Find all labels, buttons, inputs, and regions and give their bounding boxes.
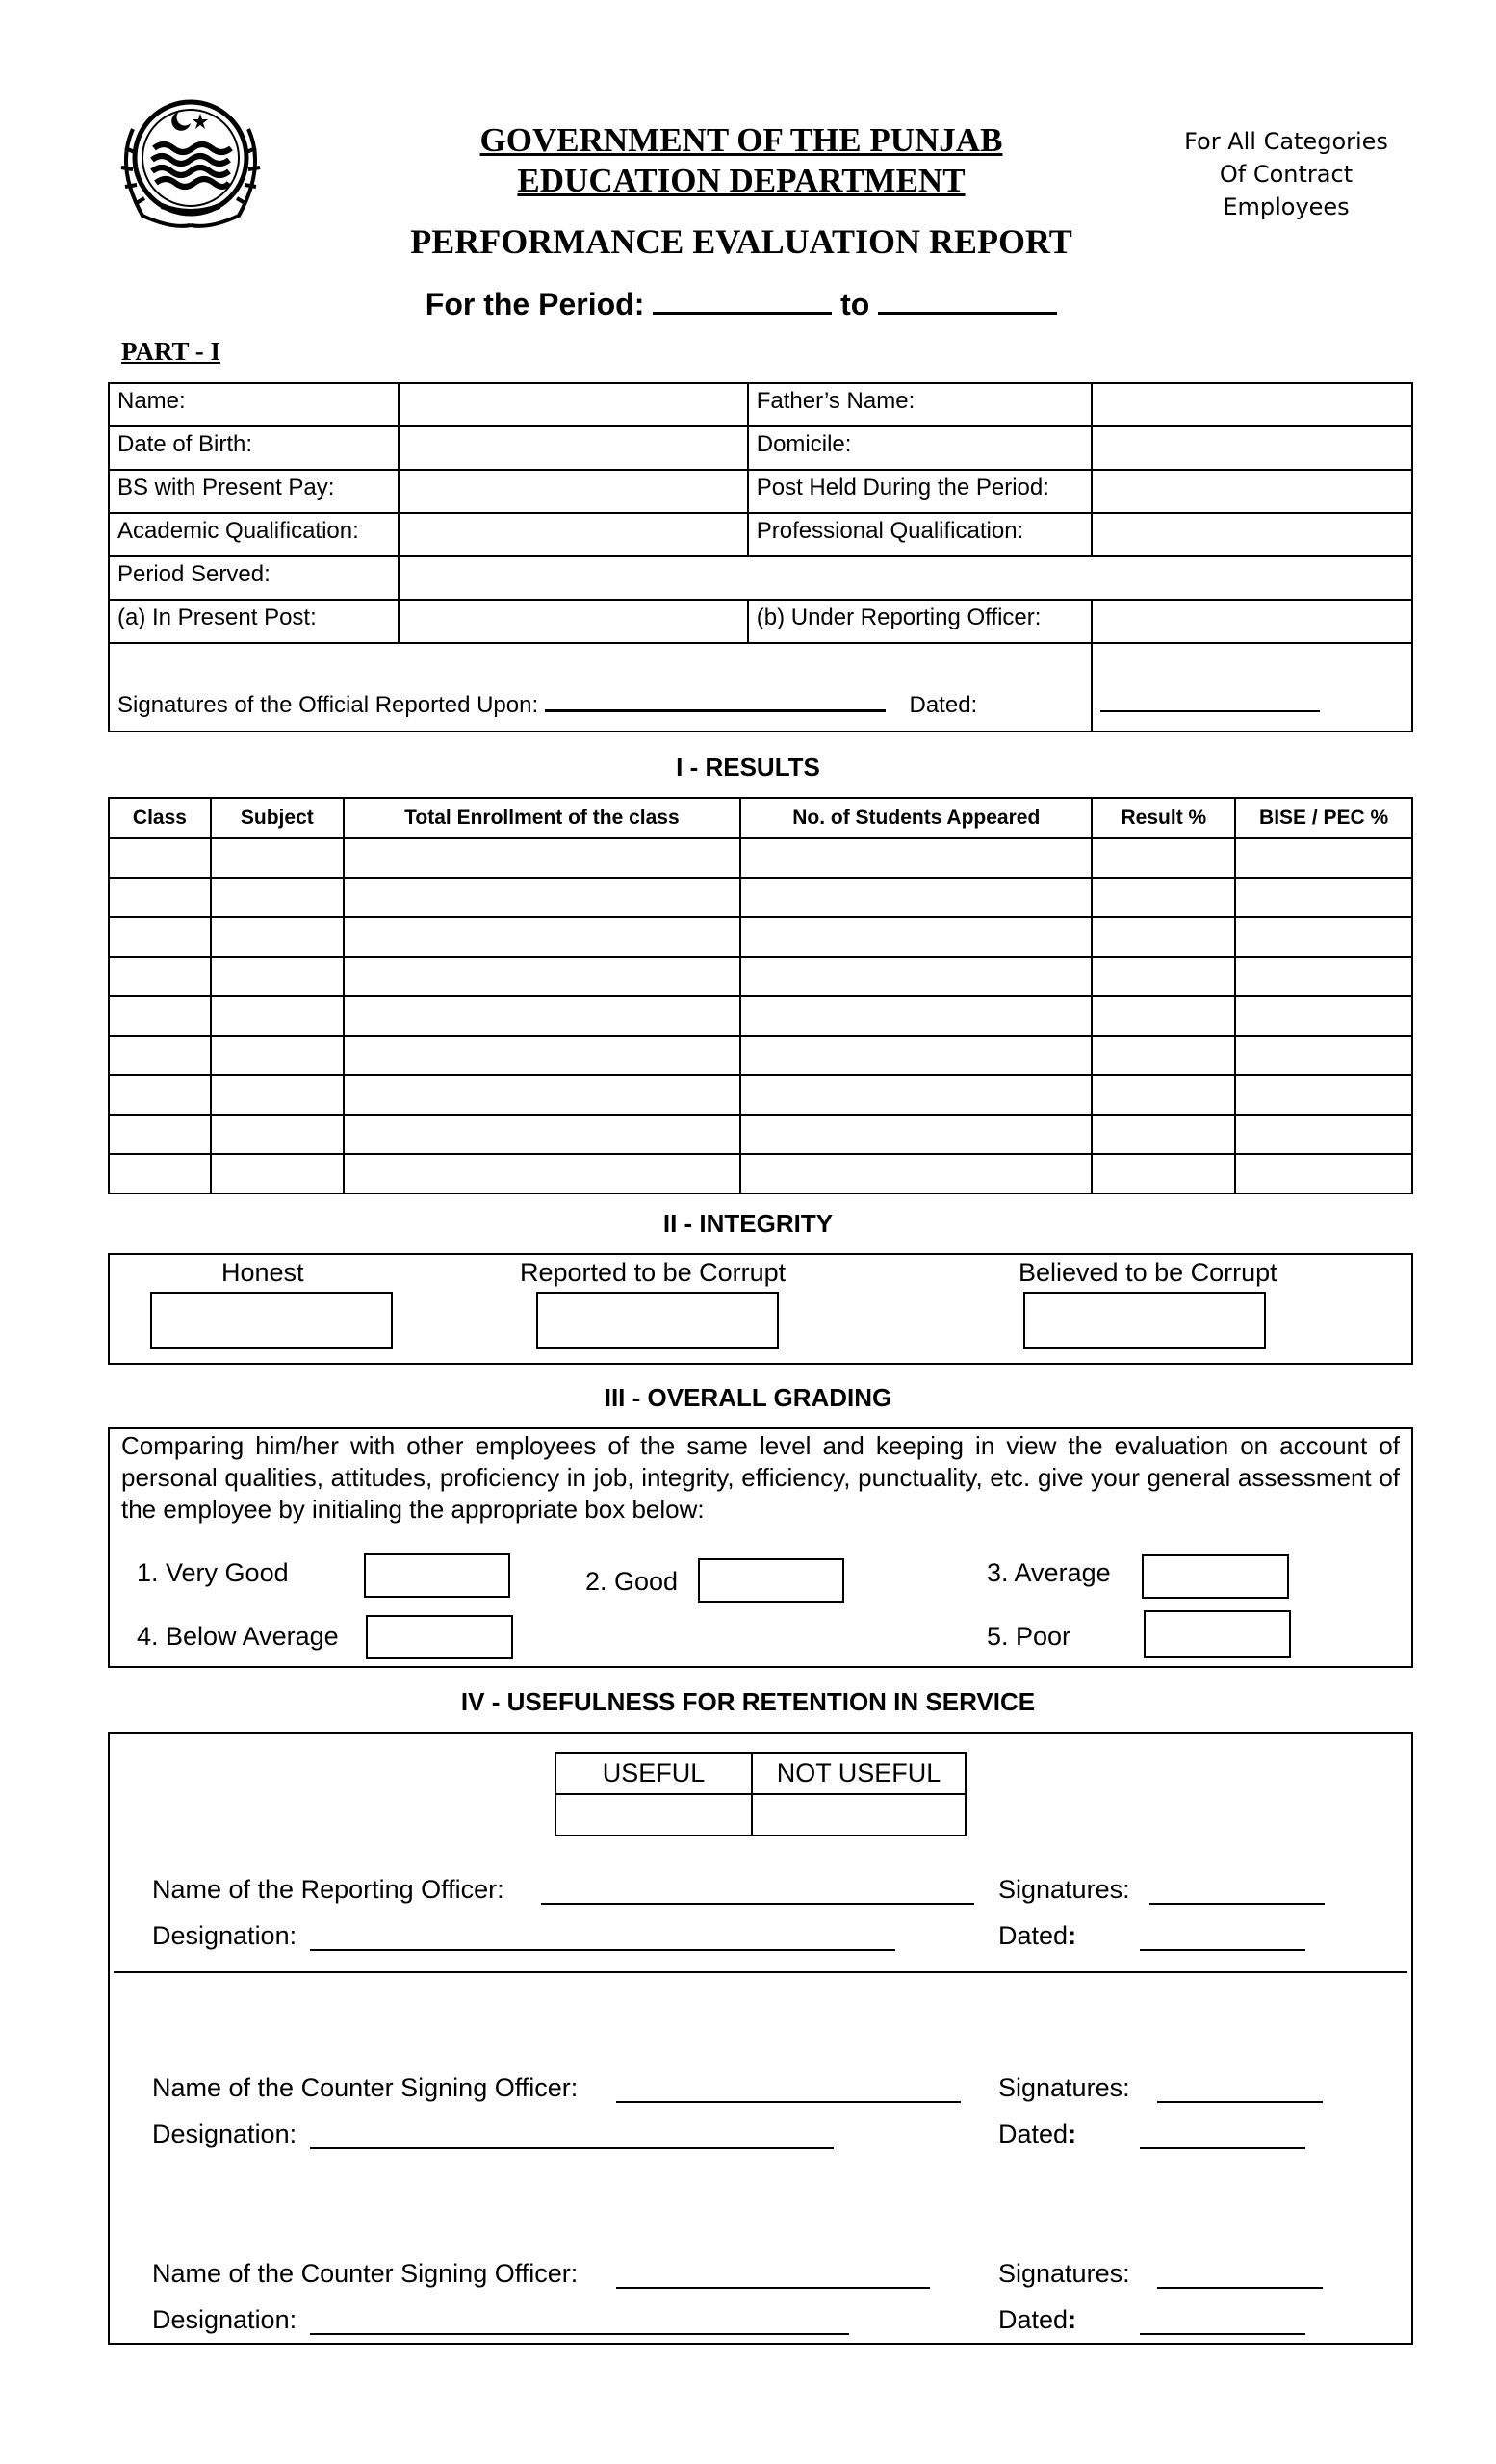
good-checkbox[interactable] bbox=[698, 1558, 844, 1603]
result-cell[interactable] bbox=[740, 1075, 1092, 1115]
result-cell[interactable] bbox=[1235, 1075, 1412, 1115]
period-to-field[interactable] bbox=[878, 285, 1057, 315]
post-held-label: Post Held During the Period: bbox=[748, 470, 1092, 513]
report-title: PERFORMANCE EVALUATION REPORT bbox=[410, 222, 1072, 261]
result-cell[interactable] bbox=[740, 1036, 1092, 1075]
result-cell[interactable] bbox=[1092, 1075, 1235, 1115]
result-cell[interactable] bbox=[211, 1154, 344, 1194]
dated-colon: : bbox=[1068, 2119, 1077, 2148]
believed-corrupt-label: Believed to be Corrupt bbox=[1019, 1258, 1277, 1287]
counter-2-designation-label: Designation: bbox=[152, 2305, 297, 2334]
counter-2-signatures-label: Signatures: bbox=[998, 2259, 1130, 2288]
table-row bbox=[109, 1115, 1412, 1154]
period-served-field[interactable] bbox=[399, 556, 1412, 600]
results-heading: I - RESULTS bbox=[676, 753, 820, 782]
col-subject: Subject bbox=[211, 798, 344, 838]
counter-1-designation-field[interactable] bbox=[310, 2147, 834, 2149]
result-cell[interactable] bbox=[109, 917, 211, 957]
counter-2-designation-field[interactable] bbox=[310, 2333, 849, 2335]
government-title: GOVERNMENT OF THE PUNJAB bbox=[479, 121, 1003, 159]
professional-field[interactable] bbox=[1092, 513, 1412, 556]
under-officer-label: (b) Under Reporting Officer: bbox=[748, 600, 1092, 643]
dated-text: Dated bbox=[998, 2119, 1069, 2148]
note-line: Of Contract bbox=[1219, 161, 1354, 188]
table-row bbox=[109, 996, 1412, 1036]
present-post-field[interactable] bbox=[399, 600, 748, 643]
section-divider bbox=[114, 1971, 1407, 1973]
col-appeared: No. of Students Appeared bbox=[740, 798, 1092, 838]
result-cell[interactable] bbox=[109, 878, 211, 917]
very-good-label: 1. Very Good bbox=[137, 1558, 289, 1587]
dob-label: Date of Birth: bbox=[109, 426, 399, 470]
reporting-designation-label: Designation: bbox=[152, 1921, 297, 1950]
dated-colon: : bbox=[1068, 1921, 1077, 1950]
reporting-dated-field[interactable] bbox=[1140, 1949, 1305, 1951]
result-cell[interactable] bbox=[1092, 1154, 1235, 1194]
punjab-government-emblem-icon bbox=[104, 90, 277, 237]
useful-header: USEFUL bbox=[555, 1753, 752, 1794]
academic-label: Academic Qualification: bbox=[109, 513, 399, 556]
period-label: For the Period: bbox=[425, 287, 645, 321]
result-cell[interactable] bbox=[211, 1075, 344, 1115]
counter-1-signatures-label: Signatures: bbox=[998, 2073, 1130, 2102]
usefulness-table bbox=[555, 1752, 967, 1836]
result-cell[interactable] bbox=[344, 878, 740, 917]
result-cell[interactable] bbox=[1235, 878, 1412, 917]
period-from-field[interactable] bbox=[653, 285, 832, 315]
result-cell[interactable] bbox=[740, 838, 1092, 878]
result-cell[interactable] bbox=[1235, 917, 1412, 957]
result-cell[interactable] bbox=[1092, 1036, 1235, 1075]
bs-pay-field[interactable] bbox=[399, 470, 748, 513]
counter-officer-1-field[interactable] bbox=[616, 2101, 961, 2103]
domicile-label: Domicile: bbox=[748, 426, 1092, 470]
grading-instructions: Comparing him/her with other employees of the same level and keeping in view the evaluation on account of personal qualities, attitudes, proficiency in job, integrity, efficiency, punctuality, etc. give your general assessment of the employee by initialing the appropriate box below: bbox=[121, 1431, 1400, 1524]
result-cell[interactable] bbox=[211, 996, 344, 1036]
honest-checkbox[interactable] bbox=[150, 1292, 393, 1349]
average-checkbox[interactable] bbox=[1142, 1554, 1289, 1599]
table-row bbox=[109, 1036, 1412, 1075]
reported-corrupt-checkbox[interactable] bbox=[536, 1292, 779, 1349]
grading-heading: III - OVERALL GRADING bbox=[604, 1383, 892, 1412]
counter-officer-1-label: Name of the Counter Signing Officer: bbox=[152, 2073, 579, 2102]
present-post-label: (a) In Present Post: bbox=[109, 600, 399, 643]
result-cell[interactable] bbox=[211, 878, 344, 917]
counter-2-dated-label bbox=[998, 2305, 1076, 2335]
official-signature-row bbox=[109, 643, 1092, 732]
result-cell[interactable] bbox=[1235, 1036, 1412, 1075]
note-line: For All Categories bbox=[1184, 128, 1388, 155]
result-cell[interactable] bbox=[211, 838, 344, 878]
result-cell[interactable] bbox=[344, 1036, 740, 1075]
result-cell[interactable] bbox=[740, 996, 1092, 1036]
result-cell[interactable] bbox=[1092, 917, 1235, 957]
result-cell[interactable] bbox=[211, 1115, 344, 1154]
counter-1-dated-field[interactable] bbox=[1140, 2147, 1305, 2149]
result-cell[interactable] bbox=[211, 917, 344, 957]
result-cell[interactable] bbox=[740, 878, 1092, 917]
result-cell[interactable] bbox=[740, 1154, 1092, 1194]
table-row bbox=[109, 1154, 1412, 1194]
useful-cell[interactable] bbox=[555, 1794, 752, 1835]
table-row bbox=[109, 957, 1412, 996]
result-cell[interactable] bbox=[344, 957, 740, 996]
result-cell[interactable] bbox=[1092, 878, 1235, 917]
table-row bbox=[109, 917, 1412, 957]
result-cell[interactable] bbox=[109, 1115, 211, 1154]
counter-2-signatures-field[interactable] bbox=[1157, 2287, 1323, 2289]
reporting-officer-label: Name of the Reporting Officer: bbox=[152, 1875, 504, 1904]
counter-1-signatures-field[interactable] bbox=[1157, 2101, 1323, 2103]
result-cell[interactable] bbox=[344, 838, 740, 878]
good-label: 2. Good bbox=[585, 1567, 679, 1596]
result-cell[interactable] bbox=[211, 1036, 344, 1075]
below-average-checkbox[interactable] bbox=[366, 1615, 513, 1659]
dated-text: Dated bbox=[998, 2305, 1069, 2334]
dob-field[interactable] bbox=[399, 426, 748, 470]
result-cell[interactable] bbox=[211, 957, 344, 996]
fathers-name-field[interactable] bbox=[1092, 383, 1412, 426]
official-dated-field[interactable] bbox=[1100, 693, 1320, 712]
poor-checkbox[interactable] bbox=[1144, 1610, 1291, 1658]
result-cell[interactable] bbox=[1235, 957, 1412, 996]
name-field[interactable] bbox=[399, 383, 748, 426]
result-cell[interactable] bbox=[1235, 838, 1412, 878]
counter-officer-2-field[interactable] bbox=[616, 2287, 930, 2289]
col-bise-pec: BISE / PEC % bbox=[1235, 798, 1412, 838]
fathers-name-label: Father’s Name: bbox=[748, 383, 1092, 426]
result-cell[interactable] bbox=[740, 1115, 1092, 1154]
bs-pay-label: BS with Present Pay: bbox=[109, 470, 399, 513]
professional-label: Professional Qualification: bbox=[748, 513, 1092, 556]
under-officer-field[interactable] bbox=[1092, 600, 1412, 643]
reporting-signatures-label: Signatures: bbox=[998, 1875, 1130, 1904]
table-row bbox=[109, 1075, 1412, 1115]
dated-text: Dated bbox=[998, 1921, 1069, 1950]
period-line bbox=[366, 285, 1117, 322]
below-average-label: 4. Below Average bbox=[137, 1622, 339, 1651]
very-good-checkbox[interactable] bbox=[364, 1553, 510, 1598]
result-cell[interactable] bbox=[109, 996, 211, 1036]
official-signature-label: Signatures of the Official Reported Upon: bbox=[117, 692, 539, 718]
official-dated-label: Dated: bbox=[909, 692, 978, 718]
believed-corrupt-checkbox[interactable] bbox=[1023, 1292, 1266, 1349]
category-note bbox=[1151, 125, 1421, 223]
col-enrollment: Total Enrollment of the class bbox=[344, 798, 740, 838]
average-label: 3. Average bbox=[987, 1558, 1111, 1587]
official-dated-cell bbox=[1092, 643, 1412, 732]
dated-colon: : bbox=[1068, 2305, 1077, 2334]
department-title: EDUCATION DEPARTMENT bbox=[517, 162, 966, 199]
result-cell[interactable] bbox=[740, 957, 1092, 996]
counter-1-designation-label: Designation: bbox=[152, 2119, 297, 2148]
usefulness-heading: IV - USEFULNESS FOR RETENTION IN SERVICE bbox=[460, 1687, 1036, 1716]
results-table bbox=[108, 797, 1413, 1194]
result-cell[interactable] bbox=[1092, 957, 1235, 996]
counter-2-dated-field[interactable] bbox=[1140, 2333, 1305, 2335]
result-cell[interactable] bbox=[344, 1154, 740, 1194]
result-cell[interactable] bbox=[740, 917, 1092, 957]
period-to-label: to bbox=[840, 287, 870, 321]
result-cell[interactable] bbox=[1092, 1115, 1235, 1154]
personal-info-table bbox=[108, 382, 1413, 732]
note-line: Employees bbox=[1223, 193, 1350, 220]
result-cell[interactable] bbox=[1092, 838, 1235, 878]
result-cell[interactable] bbox=[1235, 996, 1412, 1036]
result-cell[interactable] bbox=[109, 957, 211, 996]
reported-corrupt-label: Reported to be Corrupt bbox=[520, 1258, 787, 1287]
col-result: Result % bbox=[1092, 798, 1235, 838]
part-one-label: PART - I bbox=[121, 337, 221, 366]
result-cell[interactable] bbox=[344, 1115, 740, 1154]
result-cell[interactable] bbox=[109, 1036, 211, 1075]
table-row bbox=[109, 878, 1412, 917]
reporting-designation-field[interactable] bbox=[310, 1949, 895, 1951]
result-cell[interactable] bbox=[1235, 1154, 1412, 1194]
table-row bbox=[109, 838, 1412, 878]
result-cell[interactable] bbox=[109, 1075, 211, 1115]
reporting-officer-field[interactable] bbox=[541, 1903, 974, 1905]
period-served-label: Period Served: bbox=[109, 556, 399, 600]
domicile-field[interactable] bbox=[1092, 426, 1412, 470]
official-signature-field[interactable] bbox=[545, 692, 886, 712]
result-cell[interactable] bbox=[1235, 1115, 1412, 1154]
col-class: Class bbox=[109, 798, 211, 838]
not-useful-cell[interactable] bbox=[752, 1794, 966, 1835]
result-cell[interactable] bbox=[109, 838, 211, 878]
academic-field[interactable] bbox=[399, 513, 748, 556]
counter-1-dated-label bbox=[998, 2119, 1076, 2149]
integrity-heading: II - INTEGRITY bbox=[662, 1209, 834, 1238]
honest-label: Honest bbox=[221, 1258, 304, 1287]
name-label: Name: bbox=[109, 383, 399, 426]
reporting-dated-label bbox=[998, 1921, 1076, 1951]
reporting-signatures-field[interactable] bbox=[1149, 1903, 1325, 1905]
not-useful-header: NOT USEFUL bbox=[752, 1753, 966, 1794]
result-cell[interactable] bbox=[109, 1154, 211, 1194]
poor-label: 5. Poor bbox=[987, 1622, 1071, 1651]
post-held-field[interactable] bbox=[1092, 470, 1412, 513]
result-cell[interactable] bbox=[344, 917, 740, 957]
result-cell[interactable] bbox=[1092, 996, 1235, 1036]
result-cell[interactable] bbox=[344, 996, 740, 1036]
result-cell[interactable] bbox=[344, 1075, 740, 1115]
counter-officer-2-label: Name of the Counter Signing Officer: bbox=[152, 2259, 579, 2288]
